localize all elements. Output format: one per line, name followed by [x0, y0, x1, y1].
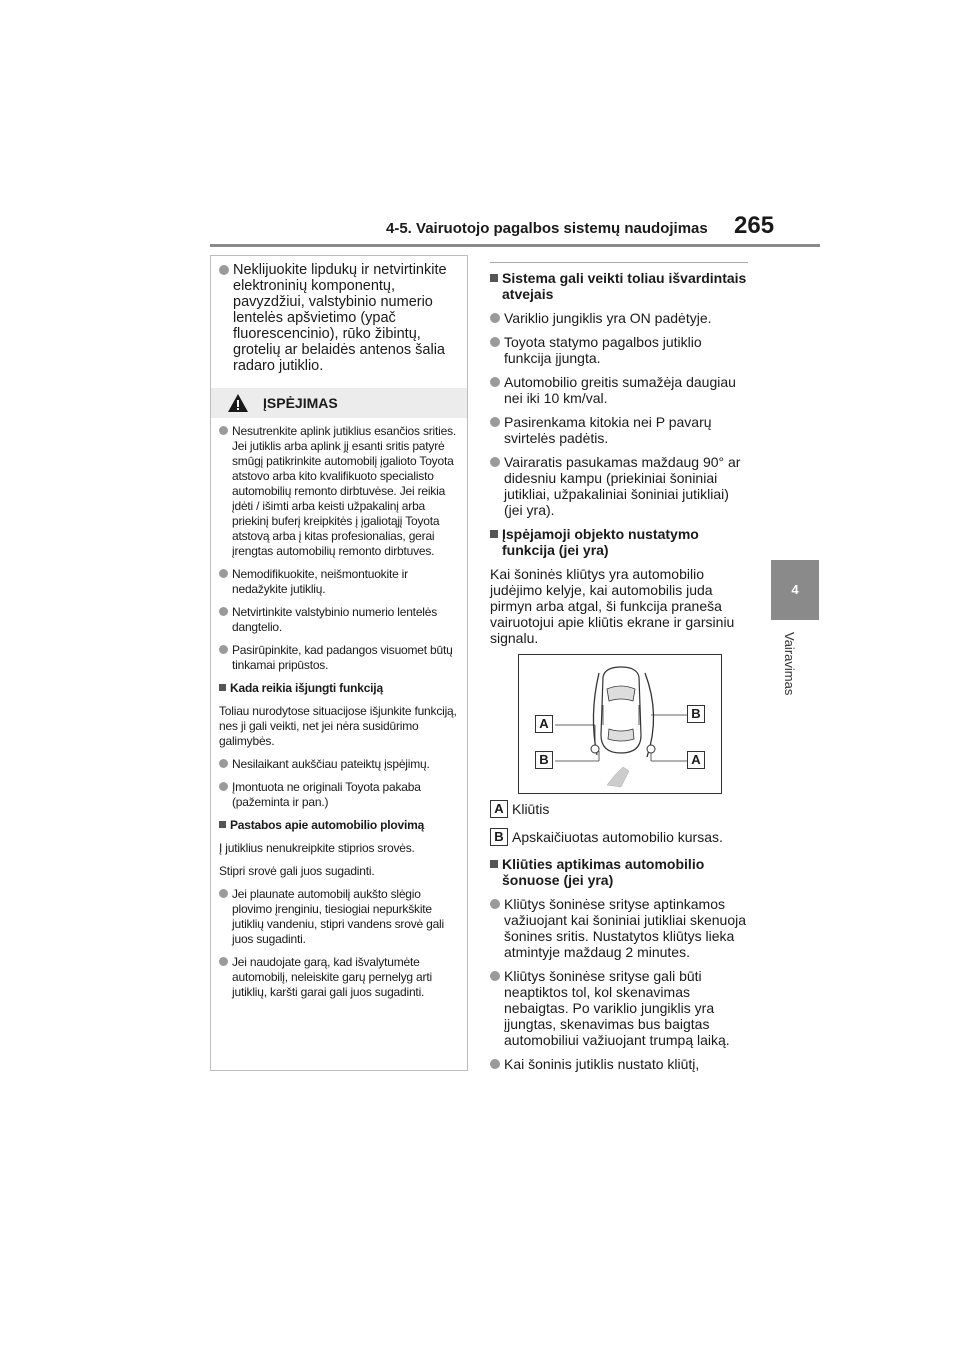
section-heading	[490, 526, 750, 558]
list-item-text: Kliūtys šoninėse srityse gali būti neaptiktos tol, kol skenavimas nebaigtas. Po variklio jungiklis yra įjungtas, skenavimas bus baigtas automobiliui važiuojant trumpą laiką.	[504, 968, 730, 1048]
caution-box	[210, 255, 468, 1071]
bullet-dot-icon	[219, 645, 228, 654]
list-item	[490, 896, 750, 960]
warning-bullet	[219, 643, 459, 673]
bullet-dot-icon	[490, 377, 500, 387]
right-column	[490, 270, 750, 1080]
section-heading-text: Kliūties aptikimas automobilio šonuose (jei yra)	[502, 856, 705, 888]
legend-key: B	[490, 828, 508, 846]
bullet-dot-icon	[490, 313, 500, 323]
paragraph: Į jutiklius nenukreipkite stiprios srovės.	[219, 841, 415, 855]
bullet-dot-icon	[490, 417, 500, 427]
warning-triangle-icon	[227, 393, 249, 413]
warning-bullet	[219, 955, 459, 1000]
list-item	[490, 414, 750, 446]
list-item-text: Automobilio greitis sumažėja daugiau nei iki 10 km/val.	[504, 374, 736, 406]
subsection-heading	[219, 818, 459, 833]
list-item-text: Kai šoninis jutiklis nustato kliūtį,	[504, 1056, 700, 1072]
warning-bullet-text: Jei plaunate automobilį aukšto slėgio plovimo įrenginiu, tiesiogiai nepurkškite jutiklių vandeniu, stipri vandens srovė gali juos sugadinti.	[232, 887, 444, 946]
section-square-icon	[490, 274, 498, 282]
paragraph: Kai šoninės kliūtys yra automobilio judėjimo kelyje, kai automobilis juda pirmyn arba atgal, ši funkcija praneša vairuotojui apie kliūtis ekrane ir garsiniu signalu.	[490, 566, 735, 646]
section-heading	[490, 270, 750, 302]
section-heading-text: Įspėjamoji objekto nustatymo funkcija (jei yra)	[502, 526, 699, 558]
section-heading	[490, 856, 750, 888]
warning-bullet-text: Įmontuota ne originali Toyota pakaba (pažeminta ir pan.)	[232, 780, 421, 809]
warning-title: ĮSPĖJIMAS	[263, 395, 338, 411]
bullet-dot-icon	[490, 899, 500, 909]
subsection-heading	[219, 681, 459, 696]
section-square-icon	[219, 684, 226, 691]
header-rule	[210, 244, 820, 247]
figure-label-a: A	[535, 715, 553, 733]
list-item	[490, 968, 750, 1048]
list-item-text: Variklio jungiklis yra ON padėtyje.	[504, 310, 712, 326]
bullet-dot-icon	[490, 337, 500, 347]
subsection-heading-text: Pastabos apie automobilio plovimą	[230, 818, 425, 832]
bullet-dot-icon	[219, 265, 229, 275]
figure-label-b: B	[535, 751, 553, 769]
list-item	[490, 454, 750, 518]
warning-bullet-text: Pasirūpinkite, kad padangos visuomet būtų tinkamai pripūstos.	[232, 643, 453, 672]
chapter-label: Vairavimas	[782, 632, 797, 696]
list-item-text: Toyota statymo pagalbos jutiklio funkcija įjungta.	[504, 334, 702, 366]
warning-bullet	[219, 780, 459, 810]
warning-bullet	[219, 605, 459, 635]
obstacle-detection-figure	[518, 654, 722, 794]
bullet-dot-icon	[219, 782, 228, 791]
bullet-dot-icon	[219, 569, 228, 578]
figure-label-b: B	[687, 705, 705, 723]
warning-bullet	[219, 424, 459, 559]
intro-bullet	[219, 262, 459, 374]
list-item-text: Vairaratis pasukamas maždaug 90° ar didesniu kampu (priekiniai šoniniai jutikliai, užpakaliniai šoniniai jutikliai) (jei yra).	[504, 454, 741, 518]
bullet-dot-icon	[219, 957, 228, 966]
page-number: 265	[734, 212, 775, 239]
subsection-heading-text: Kada reikia išjungti funkciją	[230, 681, 383, 695]
bullet-dot-icon	[490, 457, 500, 467]
warning-body	[211, 418, 467, 1000]
warning-bullet-text: Nesutrenkite aplink jutiklius esančios srities. Jei jutiklis arba aplink jį esanti sritis patyrė smūgį patikrinkite automobilį įgalioto Toyota atstovo arba kito kvalifikuoto specialisto automobilių remonto dirbtuvėse. Jei reikia įdėti / išimti arba keisti užpakalinį arba priekinį buferį kreipkitės į įgaliotąjį Toyota atstovą arba į kitas profesionalias, gerai įrengtas automobilių remonto dirbtuves.	[232, 424, 457, 558]
list-item	[490, 374, 750, 406]
legend-text: Kliūtis	[512, 801, 550, 817]
section-square-icon	[490, 530, 498, 538]
bullet-dot-icon	[219, 607, 228, 616]
paragraph: Stipri srovė gali juos sugadinti.	[219, 864, 375, 878]
section-header-title: 4-5. Vairuotojo pagalbos sistemų naudojimas	[386, 220, 708, 237]
warning-bullet-text: Nemodifikuokite, neišmontuokite ir nedažykite jutiklių.	[232, 567, 408, 596]
list-item	[490, 310, 750, 326]
section-square-icon	[219, 821, 226, 828]
section-square-icon	[490, 860, 498, 868]
column-top-rule	[490, 262, 748, 263]
bullet-dot-icon	[490, 971, 500, 981]
bullet-dot-icon	[219, 426, 228, 435]
warning-bullet-text: Netvirtinkite valstybinio numerio lentelės dangtelio.	[232, 605, 438, 634]
list-item	[490, 334, 750, 366]
legend-key: A	[490, 800, 508, 818]
paragraph: Toliau nurodytose situacijose išjunkite funkciją, nes ji gali veikti, net jei nėra susidūrimo galimybės.	[219, 704, 457, 748]
figure-label-a: A	[687, 751, 705, 769]
legend-item	[490, 800, 750, 818]
warning-bullet	[219, 887, 459, 947]
bullet-dot-icon	[219, 889, 228, 898]
bullet-dot-icon	[490, 1059, 500, 1069]
warning-header	[211, 388, 467, 418]
legend-text: Apskaičiuotas automobilio kursas.	[512, 829, 723, 845]
legend-item	[490, 828, 750, 846]
warning-bullet-text: Jei naudojate garą, kad išvalytumėte automobilį, neleiskite garų pernelyg arti jutiklių, karšti garai gali juos sugadinti.	[232, 955, 432, 999]
section-heading-text: Sistema gali veikti toliau išvardintais atvejais	[502, 270, 747, 302]
warning-bullet-text: Nesilaikant aukščiau pateiktų įspėjimų.	[232, 757, 430, 771]
warning-bullet	[219, 567, 459, 597]
chapter-tab[interactable]: 4	[771, 560, 819, 620]
list-item-text: Kliūtys šoninėse srityse aptinkamos važiuojant kai šoniniai jutikliai skenuoja šonines sritis. Nustatytos kliūtys lieka atmintyje maždaug 2 minutes.	[504, 896, 747, 960]
bullet-dot-icon	[219, 759, 228, 768]
list-item	[490, 1056, 750, 1072]
warning-bullet	[219, 757, 459, 772]
intro-bullet-text: Neklijuokite lipdukų ir netvirtinkite elektroninių komponentų, pavyzdžiui, valstybinio numerio lentelės apšvietimo (ypač fluorescencinio), rūko žibintų, grotelių ar belaidės antenos šalia radaro jutiklio.	[233, 262, 447, 374]
list-item-text: Pasirenkama kitokia nei P pavarų svirtelės padėtis.	[504, 414, 712, 446]
